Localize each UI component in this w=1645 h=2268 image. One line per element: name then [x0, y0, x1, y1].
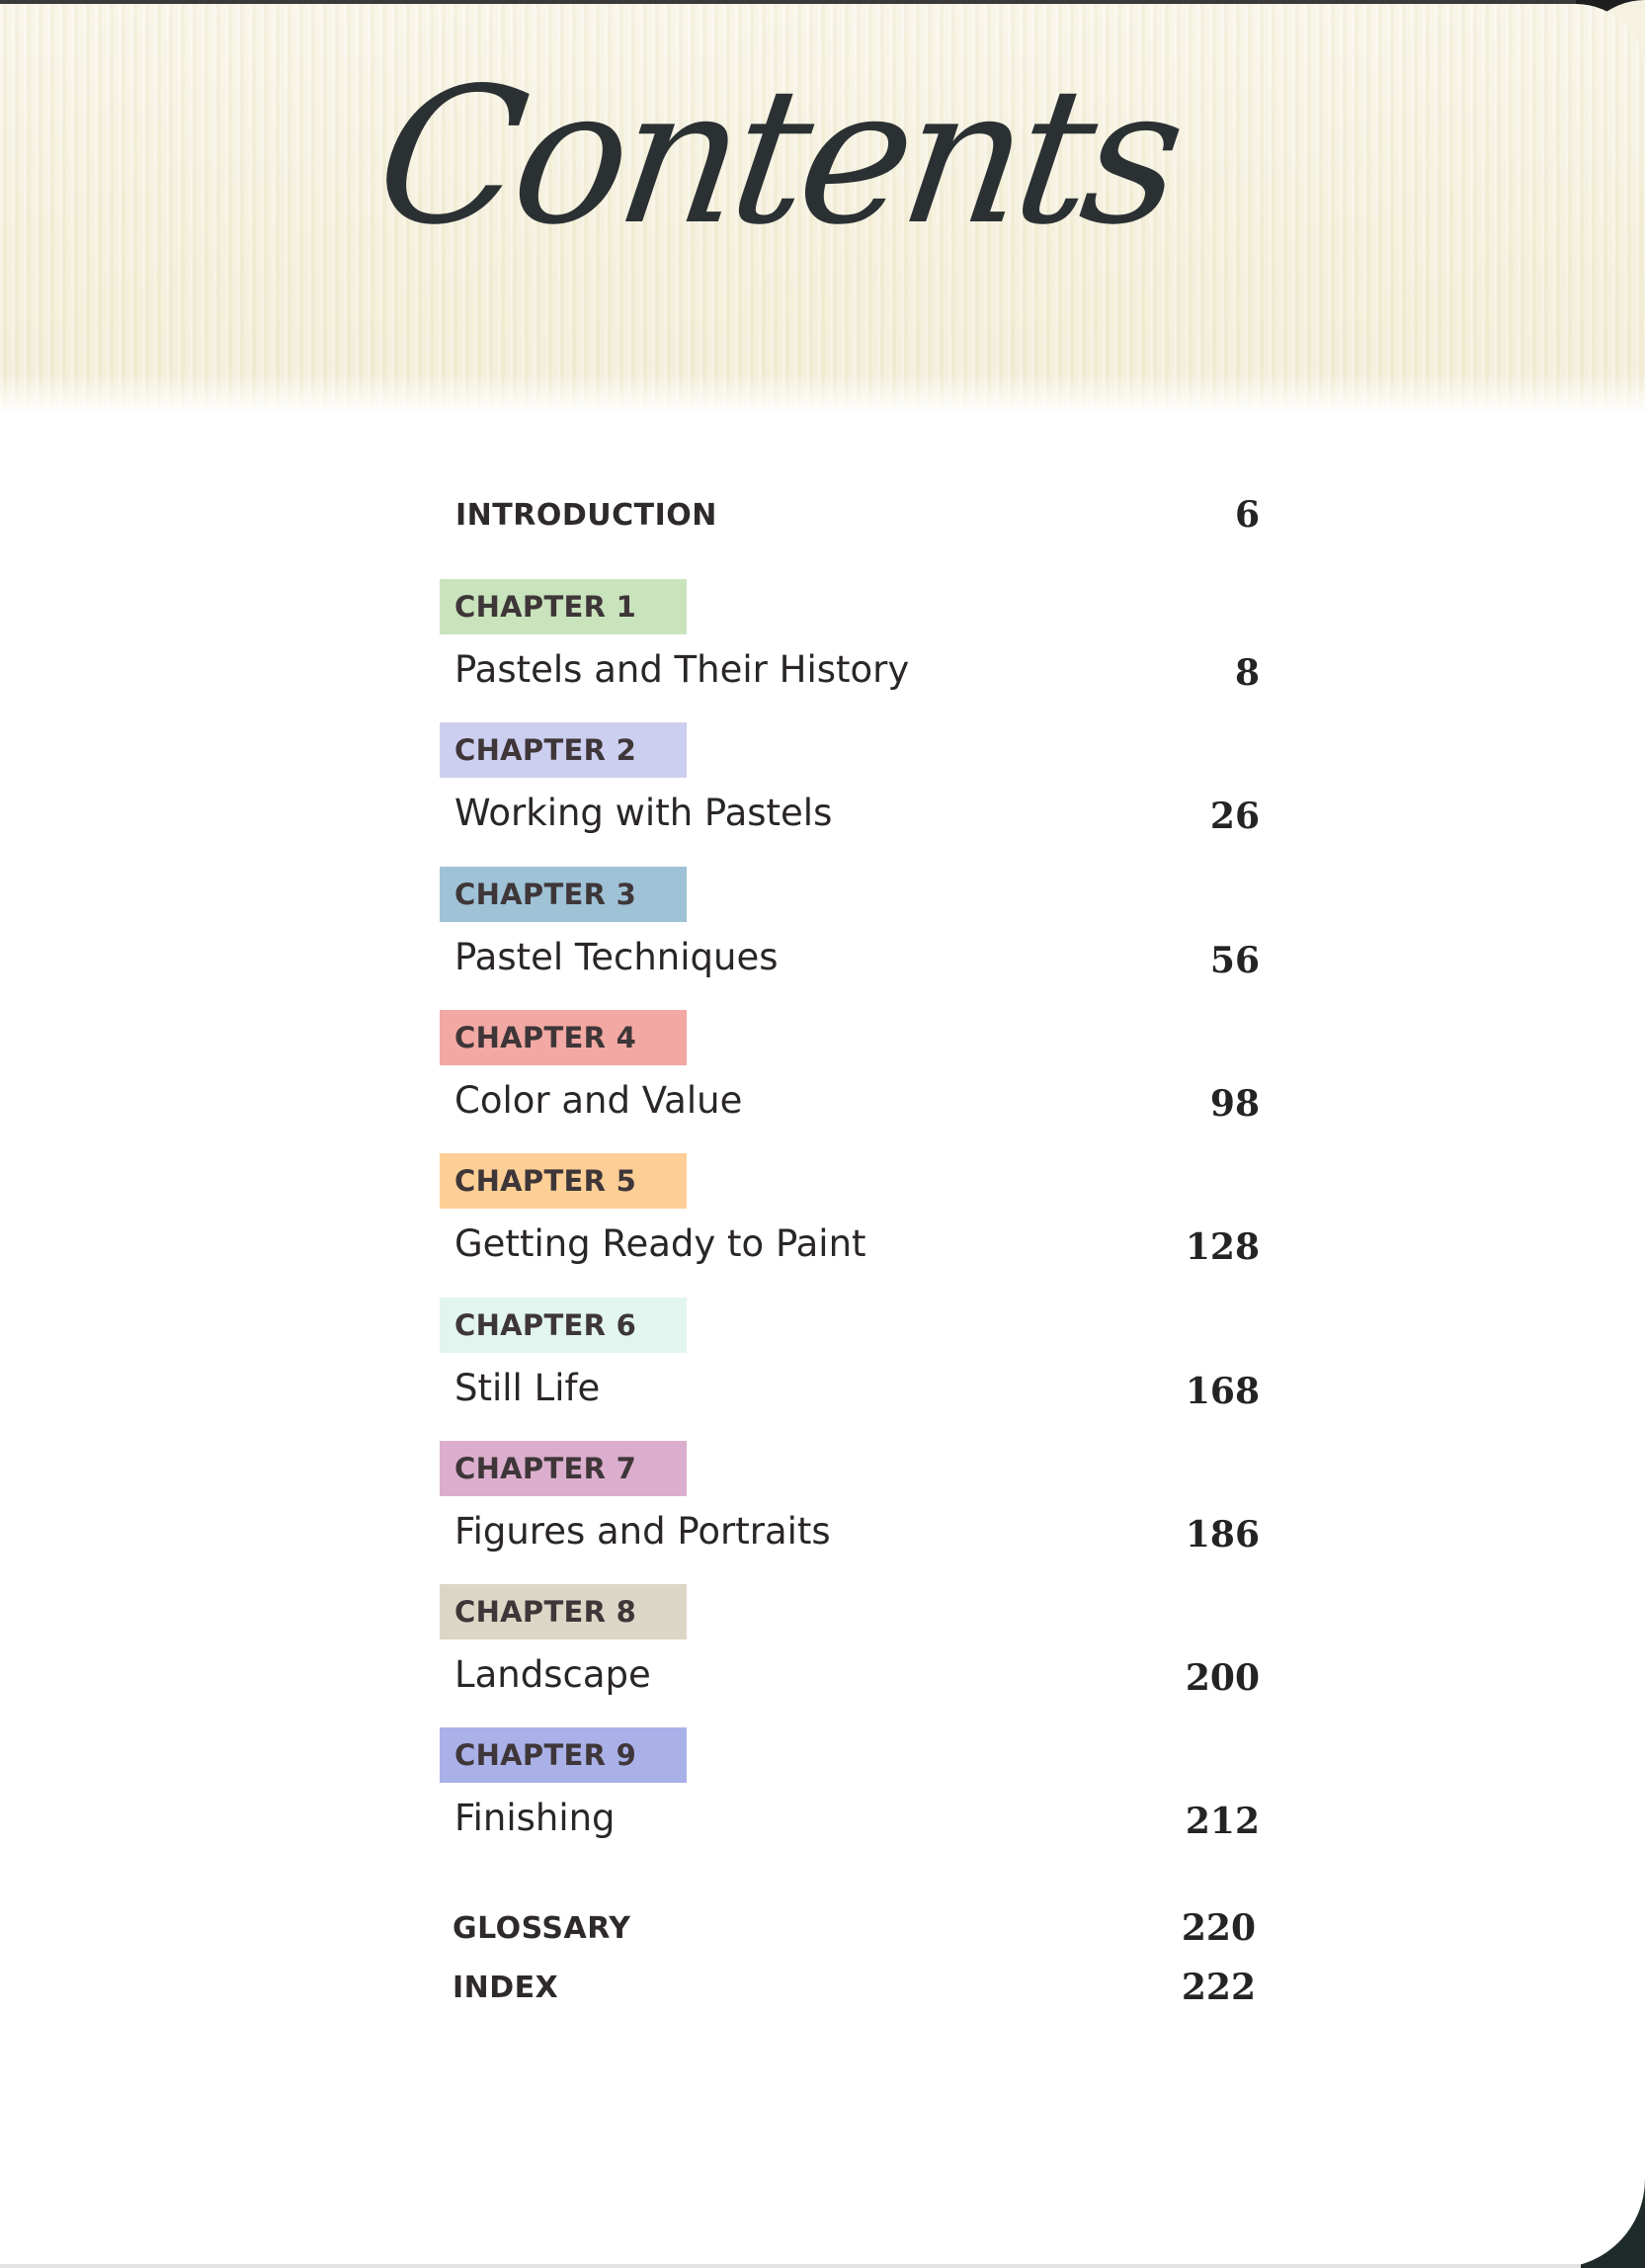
contents-header: [0, 4, 1645, 411]
chapter-badge: [440, 867, 687, 922]
toc-entry-chapter-9[interactable]: [440, 1727, 1260, 1856]
chapter-badge-label: CHAPTER 1: [454, 590, 637, 624]
toc-entry-chapter-5[interactable]: [440, 1153, 1260, 1282]
chapter-page: 26: [1209, 796, 1260, 838]
chapter-badge: [440, 1584, 687, 1639]
chapter-title: Landscape: [454, 1653, 651, 1697]
page-edge-bottom: [0, 2264, 1581, 2268]
chapter-page: 200: [1185, 1657, 1260, 1700]
chapter-badge-label: CHAPTER 2: [454, 733, 637, 768]
chapter-page: 212: [1185, 1801, 1260, 1843]
index-page: 222: [1181, 1967, 1256, 2008]
toc-entry-index[interactable]: [440, 1967, 1260, 2016]
introduction-page: 6: [1234, 494, 1260, 536]
chapter-badge: [440, 579, 687, 634]
toc-entry-chapter-3[interactable]: [440, 867, 1260, 995]
chapter-badge-label: CHAPTER 9: [454, 1738, 637, 1773]
chapter-page: 8: [1234, 652, 1260, 694]
introduction-label: INTRODUCTION: [455, 498, 717, 533]
chapter-badge-label: CHAPTER 4: [454, 1020, 637, 1054]
chapter-page: 186: [1185, 1513, 1260, 1555]
chapter-badge: [440, 1441, 687, 1496]
toc-entry-chapter-1[interactable]: [440, 579, 1260, 708]
index-label: INDEX: [452, 1971, 559, 2005]
chapter-badge: [440, 1010, 687, 1065]
page-corner-bottom-right: [1556, 2179, 1645, 2268]
chapter-badge-label: CHAPTER 3: [454, 877, 637, 911]
toc-entry-chapter-8[interactable]: [440, 1584, 1260, 1713]
chapter-page: 168: [1185, 1370, 1260, 1412]
page-title: Contents: [365, 47, 1190, 266]
chapter-badge: [440, 1153, 687, 1209]
toc-entry-introduction[interactable]: [440, 494, 1260, 544]
chapter-page: 98: [1209, 1082, 1260, 1125]
chapter-title: Color and Value: [454, 1078, 743, 1122]
chapter-badge-label: CHAPTER 6: [454, 1307, 637, 1342]
chapter-badge-label: CHAPTER 7: [454, 1451, 637, 1485]
toc-entry-glossary[interactable]: [440, 1907, 1260, 1957]
chapter-page: 56: [1209, 939, 1260, 981]
chapter-title: Pastels and Their History: [454, 648, 910, 691]
chapter-badge: [440, 1298, 687, 1353]
chapter-title: Finishing: [454, 1797, 616, 1840]
glossary-page: 220: [1181, 1907, 1256, 1949]
chapter-badge: [440, 1727, 687, 1783]
glossary-label: GLOSSARY: [452, 1911, 631, 1946]
chapter-title: Getting Ready to Paint: [454, 1222, 866, 1266]
toc-entry-chapter-6[interactable]: [440, 1298, 1260, 1426]
toc-entry-chapter-7[interactable]: [440, 1441, 1260, 1569]
chapter-title: Figures and Portraits: [454, 1509, 831, 1553]
chapter-badge-label: CHAPTER 5: [454, 1164, 637, 1199]
chapter-badge: [440, 722, 687, 778]
toc-entry-chapter-2[interactable]: [440, 722, 1260, 851]
chapter-badge-label: CHAPTER 8: [454, 1595, 637, 1630]
chapter-title: Working with Pastels: [454, 792, 833, 835]
chapter-title: Still Life: [454, 1366, 601, 1409]
toc-entry-chapter-4[interactable]: [440, 1010, 1260, 1138]
chapter-title: Pastel Techniques: [454, 935, 779, 978]
chapter-page: 128: [1185, 1226, 1260, 1269]
